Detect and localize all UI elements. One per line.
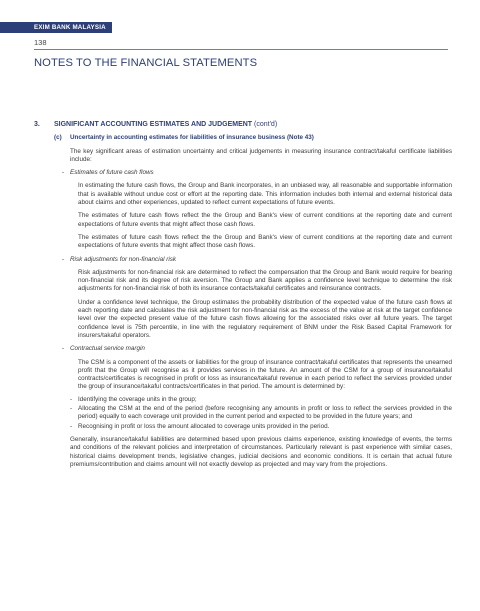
determination-list	[70, 396, 452, 431]
list-item-text: Identifying the coverage units in the group;	[78, 395, 197, 403]
bullet-heading-text: Risk adjustments for non-financial risk	[70, 255, 177, 263]
section-title: SIGNIFICANT ACCOUNTING ESTIMATES AND JUDGEMENT	[54, 121, 253, 128]
list-dash: -	[70, 422, 73, 430]
bullet-heading	[62, 256, 452, 264]
paragraph: Risk adjustments for non-financial risk are determined to reflect the compensation that the Group and Bank would require for bearing non-financial risk and its degree of risk aversion. The Group and Bank applies a confidence level technique to determine the risk adjustments for non-financial risk of both its insurance contacts/takaful certificates and reinsurance contracts.	[78, 268, 452, 293]
bullet-heading	[62, 169, 452, 177]
page-title: NOTES TO THE FINANCIAL STATEMENTS	[34, 57, 258, 69]
bullet-dash: -	[62, 255, 65, 263]
section-number: 3.	[34, 121, 40, 128]
subsection-heading	[54, 134, 452, 142]
closing-paragraph: Generally, insurance/takaful liabilities are determined based upon previous claims experience, existing knowledge of events, the terms and conditions of the relevant policies and interpretation of circumstances. Particularly relevant is past experience with similar cases, historical claims development trends, legislative changes, judicial decisions and economic conditions. It is certain that actual future premiums/contribution and claims amount will not exactly develop as projected and may vary from the projections.	[70, 435, 452, 468]
list-item	[70, 405, 452, 422]
bullet-dash: -	[62, 345, 65, 353]
section-heading	[34, 121, 452, 129]
paragraph: The CSM is a component of the assets or liabilities for the group of insurance contract/takaful certificates that represents the unearned profit that the Group will recognise as it provides services in the future. An amount of the CSM for a group of insurance/takaful contracts/certificates is recognised in profit or loss as insurance/takaful revenue in each period to reflect the services provided under the group of insurance/takaful contracts/certificates in that period. The amount is determined by:	[78, 358, 452, 391]
paragraph: The estimates of future cash flows reflect the the Group and Bank's view of current conditions at the reporting date and current expectations of future events that might affect those cash flows.	[78, 233, 452, 250]
bullet-heading	[62, 345, 452, 353]
page-number: 138	[34, 38, 47, 47]
list-dash: -	[70, 395, 73, 403]
section-contd: (cont'd)	[254, 121, 278, 128]
list-dash: -	[70, 405, 73, 413]
notes-content	[34, 121, 452, 469]
list-item-text: Allocating the CSM at the end of the period (before recognising any amounts in profit or loss to reflect the services provided in the period) equally to each coverage unit provided in the current period and expected to be provided in the future years; and	[78, 405, 452, 421]
paragraph: Under a confidence level technique, the Group estimates the probability distribution of the expected value of the future cash flows at each reporting date and calculates the risk adjustment for non-financial risk as the excess of the value at risk at the target confidence level over the expected present value of the future cash flows allowing for the associated risks over all future years. The target confidence level is 75th percentile, in line with the regulatory requirement of BNM under the Risk Based Capital Framework for insurers/takaful operators.	[78, 298, 452, 339]
top-bar	[0, 0, 480, 34]
header-divider	[34, 49, 448, 50]
list-item	[70, 423, 452, 431]
list-item-text: Recognising in profit or loss the amount allocated to coverage units provided in the period.	[78, 422, 330, 430]
subsection-label: (c)	[54, 134, 62, 142]
bullet-heading-text: Estimates of future cash flows	[70, 169, 154, 177]
subsection-title: Uncertainty in accounting estimates for liabilities of insurance business (Note 43)	[70, 134, 314, 142]
bank-name-banner: EXIM BANK MALAYSIA	[0, 22, 112, 33]
intro-paragraph: The key significant areas of estimation uncertainty and critical judgements in measuring insurance contract/takaful certificate liabilities include:	[70, 147, 452, 163]
list-item	[70, 396, 452, 404]
paragraph: In estimating the future cash flows, the Group and Bank incorporates, in an unbiased way, all reasonable and supportable information that is available without undue cost or effort at the reporting date. This information includes both internal and external historical data about claims and other experiences, updated to reflect current expectations of future events.	[78, 182, 452, 207]
bullet-heading-text: Contractual service margin	[70, 345, 145, 353]
bullet-dash: -	[62, 169, 65, 177]
paragraph: The estimates of future cash flows reflect the the Group and Bank's view of current conditions at the reporting date and current expectations of future events that might affect those cash flows.	[78, 212, 452, 228]
